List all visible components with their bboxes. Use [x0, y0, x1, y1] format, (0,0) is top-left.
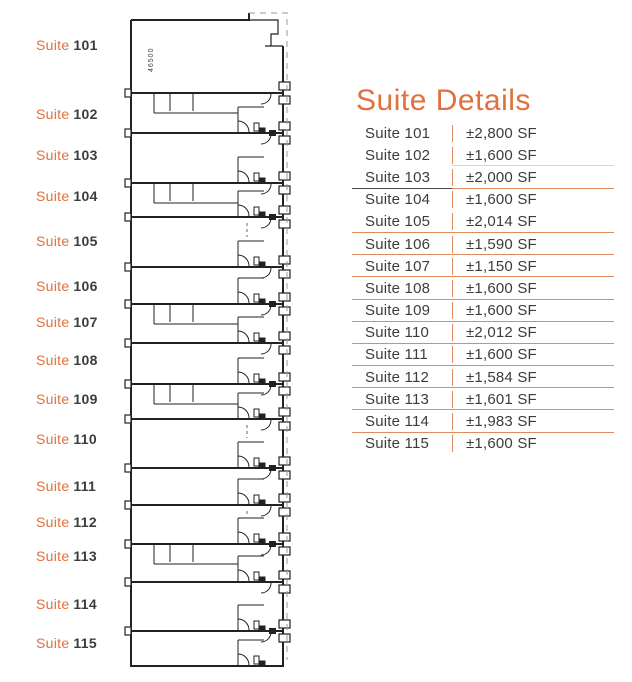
suite-label-number: 107: [73, 314, 98, 330]
plan-suite-label: [36, 391, 126, 407]
suite-area-cell: ±2,800 SF: [452, 125, 614, 142]
plan-suite-label: [36, 106, 126, 122]
suite-name-cell: Suite 104: [365, 191, 431, 209]
suite-area-cell: ±2,000 SF: [452, 169, 614, 186]
suite-name-cell: Suite 105: [365, 213, 431, 231]
row-divider-orange: [352, 254, 614, 255]
plan-suite-label: [36, 478, 126, 494]
suite-interior-details: [154, 93, 271, 665]
suite-area-cell: ±1,590 SF: [452, 236, 614, 253]
suite-label-prefix: Suite: [36, 278, 70, 294]
suite-area-cell: ±2,012 SF: [452, 324, 614, 341]
suite-label-number: 112: [73, 514, 97, 530]
table-row: [352, 344, 614, 366]
table-row: [352, 211, 614, 233]
suite-area-cell: ±2,014 SF: [452, 213, 614, 230]
suite-label-prefix: Suite: [36, 314, 70, 330]
details-table: [352, 122, 614, 455]
row-divider-orange: [352, 343, 614, 344]
table-row: [352, 410, 614, 432]
suite-label-prefix: Suite: [36, 147, 70, 163]
row-divider-orange: [352, 232, 614, 233]
table-row: [352, 277, 614, 299]
suite-area-cell: ±1,600 SF: [452, 280, 614, 297]
row-divider-orange: [352, 432, 614, 433]
suite-name-cell: Suite 114: [365, 413, 430, 431]
suite-label-number: 102: [73, 106, 98, 122]
row-divider-dark: [352, 188, 452, 189]
plan-suite-label: [36, 514, 126, 530]
suite-label-prefix: Suite: [36, 391, 70, 407]
suite-name-cell: Suite 110: [365, 324, 430, 342]
plan-suite-label: [36, 596, 126, 612]
row-divider-orange: [352, 409, 614, 410]
details-title: Suite Details: [356, 84, 531, 117]
suite-label-number: 105: [73, 233, 98, 249]
plan-suite-label: [36, 278, 126, 294]
table-row: [352, 166, 614, 188]
suite-area-cell: ±1,600 SF: [452, 346, 614, 363]
suite-area-cell: ±1,600 SF: [452, 191, 614, 208]
suite-area-cell: ±1,600 SF: [452, 147, 614, 164]
suite-label-prefix: Suite: [36, 233, 70, 249]
suite-label-number: 110: [73, 431, 97, 447]
plan-suite-label: [36, 635, 126, 651]
plan-suite-label: [36, 233, 126, 249]
row-divider-orange: [352, 321, 614, 322]
suite-label-number: 104: [73, 188, 98, 204]
plan-suite-label: [36, 352, 126, 368]
suite-label-number: 114: [73, 596, 97, 612]
suite-area-cell: ±1,983 SF: [452, 413, 614, 430]
suite-area-cell: ±1,600 SF: [452, 435, 614, 452]
suite-label-number: 106: [73, 278, 98, 294]
suite-label-number: 101: [73, 37, 98, 53]
suite-label-prefix: Suite: [36, 431, 70, 447]
row-divider-orange: [352, 387, 614, 388]
suite-label-prefix: Suite: [36, 548, 70, 564]
plan-suite-label: [36, 548, 126, 564]
suite-label-number: 109: [73, 391, 98, 407]
row-divider-orange: [352, 299, 614, 300]
row-divider-orange: [352, 365, 614, 366]
table-row: [352, 366, 614, 388]
suite-label-number: 111: [73, 478, 97, 494]
suite-name-cell: Suite 101: [365, 124, 431, 142]
table-row: [352, 388, 614, 410]
suite-label-prefix: Suite: [36, 188, 70, 204]
suite-label-prefix: Suite: [36, 352, 70, 368]
table-row: [352, 322, 614, 344]
row-divider-orange: [452, 188, 614, 189]
suite-name-cell: Suite 111: [365, 346, 428, 364]
table-row: [352, 233, 614, 255]
suite-area-cell: ±1,150 SF: [452, 258, 614, 275]
suite-label-prefix: Suite: [36, 37, 70, 53]
table-row: [352, 144, 614, 166]
plan-suite-label: [36, 431, 126, 447]
row-divider-faint: [452, 165, 614, 166]
suite-label-prefix: Suite: [36, 635, 70, 651]
suite-label-prefix: Suite: [36, 596, 70, 612]
suite-name-cell: Suite 103: [365, 168, 431, 186]
plan-annotation: 46500: [148, 47, 155, 72]
suite-label-number: 108: [73, 352, 98, 368]
suite-name-cell: Suite 102: [365, 146, 431, 164]
suite-name-cell: Suite 113: [365, 390, 430, 408]
suite-area-cell: ±1,600 SF: [452, 302, 614, 319]
suite-area-cell: ±1,584 SF: [452, 369, 614, 386]
table-row: [352, 189, 614, 211]
suite-label-number: 113: [73, 548, 97, 564]
plan-suite-label: [36, 188, 126, 204]
suite-name-cell: Suite 109: [365, 302, 431, 320]
suite-name-cell: Suite 107: [365, 257, 431, 275]
plan-suite-label: [36, 314, 126, 330]
table-row: [352, 122, 614, 144]
suite-area-cell: ±1,601 SF: [452, 391, 614, 408]
suite-name-cell: Suite 106: [365, 235, 431, 253]
plan-suite-label: [36, 37, 126, 53]
row-divider-orange: [352, 276, 614, 277]
table-row: [352, 255, 614, 277]
suite-label-prefix: Suite: [36, 514, 70, 530]
suite-name-cell: Suite 112: [365, 368, 430, 386]
suite-label-number: 103: [73, 147, 98, 163]
plan-suite-label: [36, 147, 126, 163]
suite-label-number: 115: [73, 635, 97, 651]
table-row: [352, 300, 614, 322]
suite-label-prefix: Suite: [36, 106, 70, 122]
suite-name-cell: Suite 115: [365, 435, 430, 453]
table-row: [352, 433, 614, 455]
right-entry-alcoves: [125, 82, 290, 642]
suite-name-cell: Suite 108: [365, 279, 431, 297]
suite-label-prefix: Suite: [36, 478, 70, 494]
